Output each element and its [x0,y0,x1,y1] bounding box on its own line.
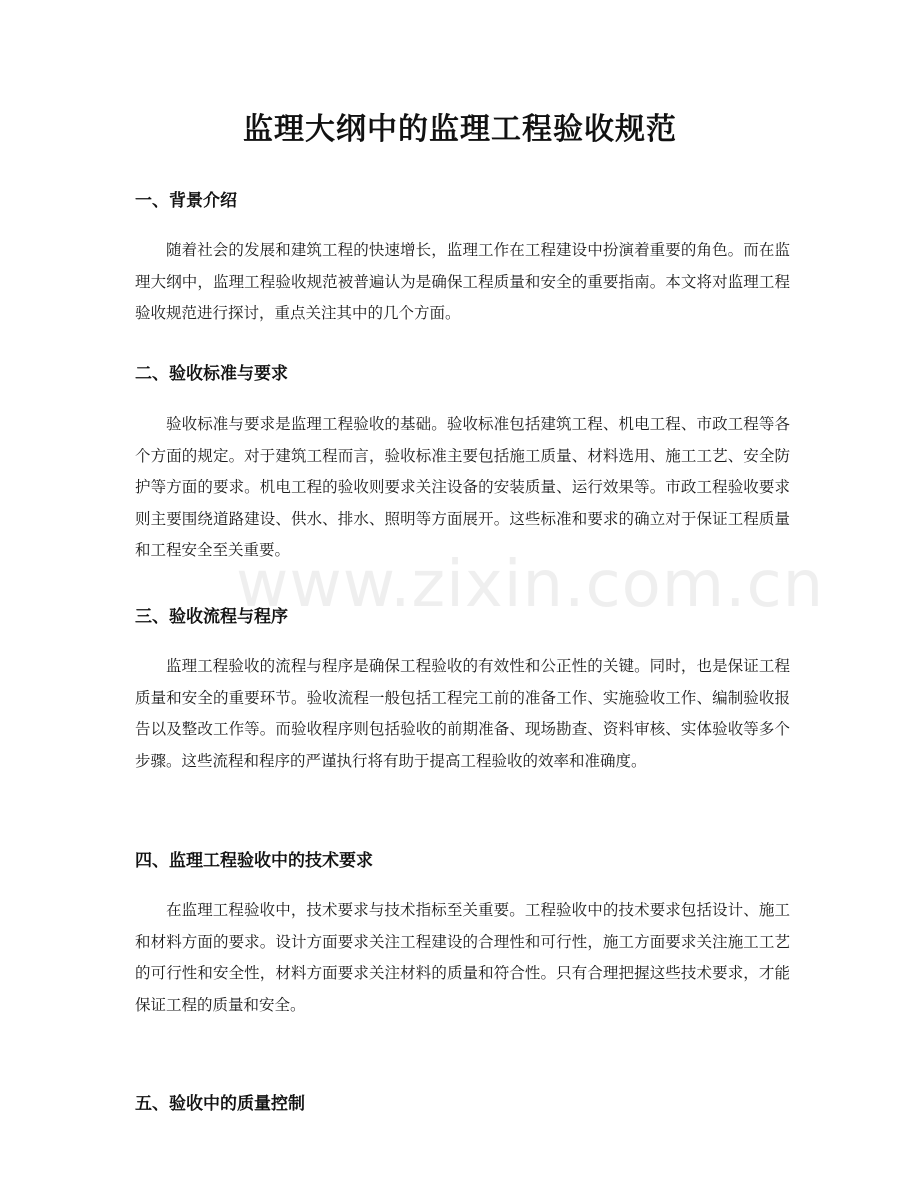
section-heading-4: 四、监理工程验收中的技术要求 [135,851,373,871]
watermark: www.zixin.com.cn [236,548,825,622]
section-paragraph-1: 随着社会的发展和建筑工程的快速增长，监理工作在工程建设中扮演着重要的角色。而在监理大纲中，监理工程验收规范被普遍认为是确保工程质量和安全的重要指南。本文将对监理工程验收规范进行探讨，重点关注其中的几个方面。 [135,241,790,322]
section-heading-5: 五、验收中的质量控制 [135,1094,305,1114]
document-title: 监理大纲中的监理工程验收规范 [243,112,677,147]
section-heading-2: 二、验收标准与要求 [135,364,288,384]
section-paragraph-3: 监理工程验收的流程与程序是确保工程验收的有效性和公正性的关键。同时，也是保证工程质量和安全的重要环节。验收流程一般包括工程完工前的准备工作、实施验收工作、编制验收报告以及整改工作等。而验收程序则包括验收的前期准备、现场勘查、资料审核、实体验收等多个步骤。这些流程和程序的严谨执行将有助于提高工程验收的效率和准确度。 [135,657,790,770]
section-paragraph-2: 验收标准与要求是监理工程验收的基础。验收标准包括建筑工程、机电工程、市政工程等各个方面的规定。对于建筑工程而言，验收标准主要包括施工质量、材料选用、施工工艺、安全防护等方面的要求。机电工程的验收则要求关注设备的安装质量、运行效果等。市政工程验收要求则主要围绕道路建设、供水、排水、照明等方面展开。这些标准和要求的确立对于保证工程质量和工程安全至关重要。 [135,415,790,559]
section-heading-1: 一、背景介绍 [135,191,237,211]
section-heading-3: 三、验收流程与程序 [135,607,288,627]
section-paragraph-4: 在监理工程验收中，技术要求与技术指标至关重要。工程验收中的技术要求包括设计、施工和材料方面的要求。设计方面要求关注工程建设的合理性和可行性，施工方面要求关注施工工艺的可行性和安全性，材料方面要求关注材料的质量和符合性。只有合理把握这些技术要求，才能保证工程的质量和安全。 [135,901,790,1014]
